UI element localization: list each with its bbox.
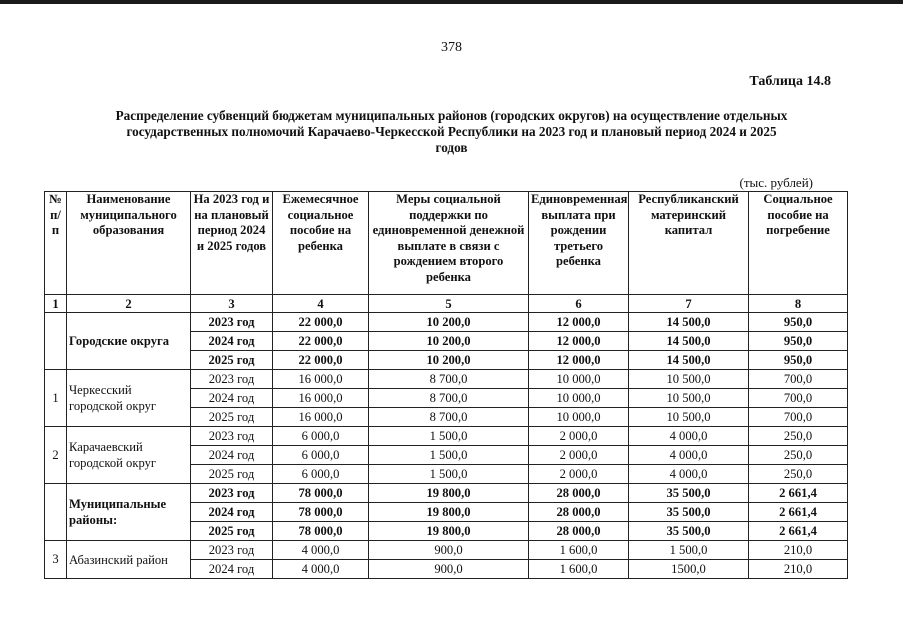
title-line: государственных полномочий Карачаево-Черкесской Республики на 2023 год и плановый период 2024 и 2025 (126, 124, 777, 139)
column-number: 5 (369, 295, 529, 313)
year-cell: 2024 год (191, 560, 273, 579)
maternity-capital-value: 4 000,0 (629, 427, 749, 446)
burial-allowance-value: 700,0 (749, 408, 848, 427)
year-cell: 2023 год (191, 484, 273, 503)
year-cell: 2025 год (191, 522, 273, 541)
second-child-value: 19 800,0 (369, 484, 529, 503)
third-child-value: 2 000,0 (529, 446, 629, 465)
subsidy-table (44, 191, 848, 579)
second-child-value: 19 800,0 (369, 522, 529, 541)
year-cell: 2025 год (191, 408, 273, 427)
monthly-allowance-value: 16 000,0 (273, 389, 369, 408)
maternity-capital-value: 10 500,0 (629, 370, 749, 389)
year-cell: 2025 год (191, 351, 273, 370)
monthly-allowance-value: 6 000,0 (273, 446, 369, 465)
monthly-allowance-value: 78 000,0 (273, 484, 369, 503)
monthly-allowance-value: 16 000,0 (273, 408, 369, 427)
table-row (45, 541, 848, 560)
burial-allowance-value: 2 661,4 (749, 503, 848, 522)
burial-allowance-value: 2 661,4 (749, 522, 848, 541)
monthly-allowance-value: 22 000,0 (273, 351, 369, 370)
second-child-value: 10 200,0 (369, 313, 529, 332)
title-line: годов (435, 140, 468, 155)
row-number (45, 484, 67, 541)
burial-allowance-value: 950,0 (749, 313, 848, 332)
col-header-number: № п/п (45, 192, 67, 295)
monthly-allowance-value: 22 000,0 (273, 313, 369, 332)
third-child-value: 2 000,0 (529, 465, 629, 484)
monthly-allowance-value: 16 000,0 (273, 370, 369, 389)
third-child-value: 28 000,0 (529, 503, 629, 522)
year-cell: 2024 год (191, 503, 273, 522)
burial-allowance-value: 210,0 (749, 541, 848, 560)
third-child-value: 28 000,0 (529, 522, 629, 541)
monthly-allowance-value: 78 000,0 (273, 522, 369, 541)
third-child-value: 28 000,0 (529, 484, 629, 503)
burial-allowance-value: 250,0 (749, 446, 848, 465)
maternity-capital-value: 35 500,0 (629, 503, 749, 522)
header-row (45, 192, 848, 295)
maternity-capital-value: 14 500,0 (629, 332, 749, 351)
table-row (45, 427, 848, 446)
third-child-value: 10 000,0 (529, 389, 629, 408)
table-row (45, 484, 848, 503)
year-cell: 2023 год (191, 541, 273, 560)
year-cell: 2025 год (191, 465, 273, 484)
column-number: 1 (45, 295, 67, 313)
monthly-allowance-value: 4 000,0 (273, 560, 369, 579)
third-child-value: 1 600,0 (529, 560, 629, 579)
burial-allowance-value: 700,0 (749, 370, 848, 389)
row-number (45, 313, 67, 370)
monthly-allowance-value: 22 000,0 (273, 332, 369, 351)
col-header-name: Наименование муниципального образования (67, 192, 191, 295)
column-number-row (45, 295, 848, 313)
maternity-capital-value: 1500,0 (629, 560, 749, 579)
burial-allowance-value: 210,0 (749, 560, 848, 579)
page-number: 378 (441, 40, 462, 55)
burial-allowance-value: 2 661,4 (749, 484, 848, 503)
maternity-capital-value: 14 500,0 (629, 351, 749, 370)
second-child-value: 10 200,0 (369, 332, 529, 351)
monthly-allowance-value: 6 000,0 (273, 427, 369, 446)
maternity-capital-value: 35 500,0 (629, 484, 749, 503)
second-child-value: 19 800,0 (369, 503, 529, 522)
maternity-capital-value: 14 500,0 (629, 313, 749, 332)
maternity-capital-value: 1 500,0 (629, 541, 749, 560)
row-number: 2 (45, 427, 67, 484)
third-child-value: 12 000,0 (529, 351, 629, 370)
monthly-allowance-value: 4 000,0 (273, 541, 369, 560)
second-child-value: 900,0 (369, 560, 529, 579)
second-child-value: 8 700,0 (369, 370, 529, 389)
burial-allowance-value: 950,0 (749, 332, 848, 351)
column-number: 7 (629, 295, 749, 313)
year-cell: 2024 год (191, 332, 273, 351)
col-header-period: На 2023 год и на плановый период 2024 и 2025 годов (191, 192, 273, 295)
municipality-name: Черкесский городской округ (67, 370, 191, 427)
maternity-capital-value: 4 000,0 (629, 446, 749, 465)
monthly-allowance-value: 6 000,0 (273, 465, 369, 484)
col-header-third-child: Единовременная выплата при рождении третьего ребенка (529, 192, 629, 295)
second-child-value: 1 500,0 (369, 446, 529, 465)
maternity-capital-value: 4 000,0 (629, 465, 749, 484)
year-cell: 2023 год (191, 427, 273, 446)
second-child-value: 1 500,0 (369, 427, 529, 446)
maternity-capital-value: 10 500,0 (629, 408, 749, 427)
year-cell: 2024 год (191, 446, 273, 465)
title-line: Распределение субвенций бюджетам муниципальных районов (городских округов) на осуществление отдельных (115, 108, 788, 123)
third-child-value: 12 000,0 (529, 313, 629, 332)
burial-allowance-value: 250,0 (749, 465, 848, 484)
row-number: 3 (45, 541, 67, 579)
col-header-maternity-capital: Республиканский материнский капитал (629, 192, 749, 295)
table-label: Таблица 14.8 (749, 74, 831, 89)
second-child-value: 10 200,0 (369, 351, 529, 370)
third-child-value: 10 000,0 (529, 370, 629, 389)
third-child-value: 1 600,0 (529, 541, 629, 560)
table-row (45, 370, 848, 389)
column-number: 6 (529, 295, 629, 313)
document-title (40, 108, 863, 156)
municipality-name: Городские округа (67, 313, 191, 370)
year-cell: 2023 год (191, 370, 273, 389)
third-child-value: 10 000,0 (529, 408, 629, 427)
year-cell: 2023 год (191, 313, 273, 332)
burial-allowance-value: 700,0 (749, 389, 848, 408)
second-child-value: 8 700,0 (369, 408, 529, 427)
column-number: 4 (273, 295, 369, 313)
municipality-name: Карачаевский городской округ (67, 427, 191, 484)
scan-top-edge (0, 0, 903, 4)
col-header-burial-allowance: Социальное пособие на погребение (749, 192, 848, 295)
column-number: 3 (191, 295, 273, 313)
municipality-name: Абазинский район (67, 541, 191, 579)
second-child-value: 8 700,0 (369, 389, 529, 408)
col-header-second-child: Меры социальной поддержки по единовременной денежной выплате в связи с рождением второго ребенка (369, 192, 529, 295)
row-number: 1 (45, 370, 67, 427)
burial-allowance-value: 250,0 (749, 427, 848, 446)
second-child-value: 900,0 (369, 541, 529, 560)
burial-allowance-value: 950,0 (749, 351, 848, 370)
column-number: 2 (67, 295, 191, 313)
col-header-monthly-allowance: Ежемесячное социальное пособие на ребенка (273, 192, 369, 295)
second-child-value: 1 500,0 (369, 465, 529, 484)
third-child-value: 12 000,0 (529, 332, 629, 351)
municipality-name: Муниципальные районы: (67, 484, 191, 541)
table-row (45, 313, 848, 332)
units-label: (тыс. рублей) (739, 175, 813, 190)
column-number: 8 (749, 295, 848, 313)
third-child-value: 2 000,0 (529, 427, 629, 446)
year-cell: 2024 год (191, 389, 273, 408)
maternity-capital-value: 10 500,0 (629, 389, 749, 408)
monthly-allowance-value: 78 000,0 (273, 503, 369, 522)
maternity-capital-value: 35 500,0 (629, 522, 749, 541)
